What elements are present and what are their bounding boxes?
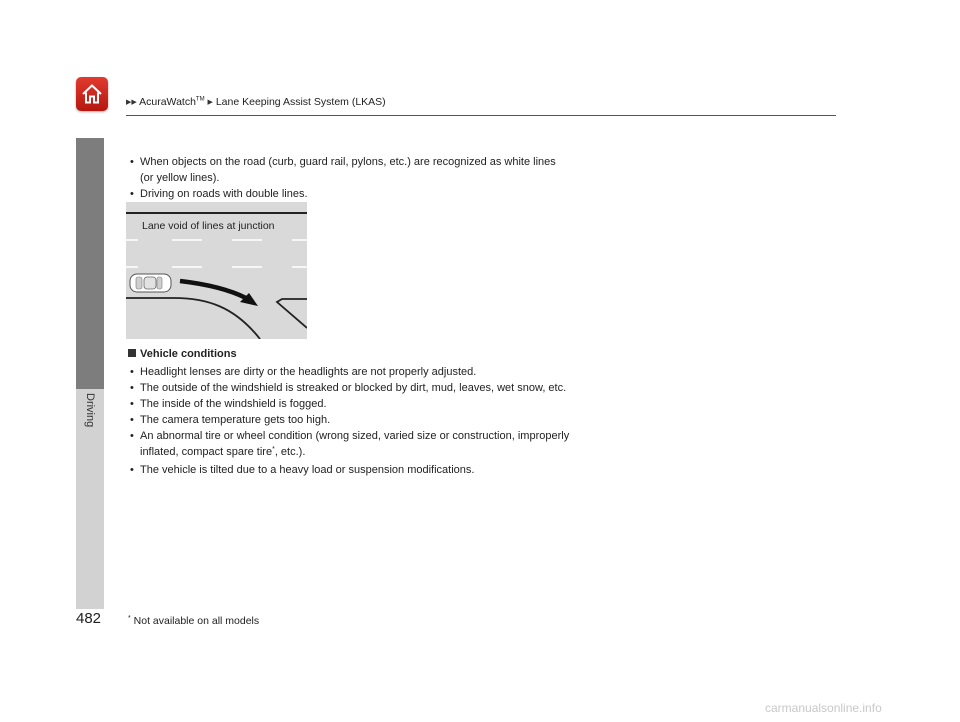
home-button[interactable]	[76, 77, 108, 111]
list-item: • The outside of the windshield is streaked or blocked by dirt, mud, leaves, wet snow, etc.	[130, 380, 570, 396]
tire-item-end: , etc.).	[274, 446, 306, 458]
illustration-caption: Lane void of lines at junction	[142, 220, 275, 232]
page-number: 482	[76, 610, 102, 627]
vehicle-conditions-list	[130, 364, 570, 478]
home-icon	[80, 82, 104, 106]
list-item: • Headlight lenses are dirty or the headlights are not properly adjusted.	[130, 364, 570, 380]
list-item: • The inside of the windshield is fogged.	[130, 396, 570, 412]
sidebar-section-label	[84, 393, 98, 433]
list-item: • Driving on roads with double lines.	[130, 186, 570, 202]
tire-item-text: An abnormal tire or wheel condition (wrong sized, varied size or construction, improperly inflated, compact spare tire	[140, 430, 570, 458]
sidebar-label-text: Driving	[84, 393, 96, 428]
breadcrumb-acurawatch[interactable]: AcuraWatch	[139, 96, 196, 108]
trademark-mark: TM	[195, 96, 205, 103]
breadcrumb-lkas[interactable]: Lane Keeping Assist System (LKAS)	[215, 96, 386, 108]
car-icon	[130, 274, 171, 292]
vehicle-conditions-heading	[128, 348, 237, 360]
heading-text: Vehicle conditions	[140, 348, 237, 360]
footnote-text: Not available on all models	[133, 615, 260, 627]
conditions-list	[130, 154, 570, 202]
junction-illustration	[126, 202, 307, 339]
footnote-star: *	[128, 615, 131, 622]
watermark: carmanualsonline.info	[765, 701, 882, 715]
sidebar-tab-dark	[76, 138, 104, 389]
breadcrumb-arrow-icon: ▶	[207, 99, 213, 106]
square-bullet-icon	[128, 349, 136, 357]
list-item: • When objects on the road (curb, guard rail, pylons, etc.) are recognized as white lines (or yellow lines).	[130, 154, 570, 186]
list-item: • The camera temperature gets too high.	[130, 412, 570, 428]
footnote	[128, 615, 259, 627]
list-item: • The vehicle is tilted due to a heavy load or suspension modifications.	[130, 462, 570, 478]
breadcrumb-arrow-icon: ▶▶	[126, 99, 137, 106]
list-item	[130, 428, 570, 462]
breadcrumb	[126, 96, 386, 108]
header-divider	[126, 115, 836, 116]
footnote-marker: *	[272, 446, 275, 453]
